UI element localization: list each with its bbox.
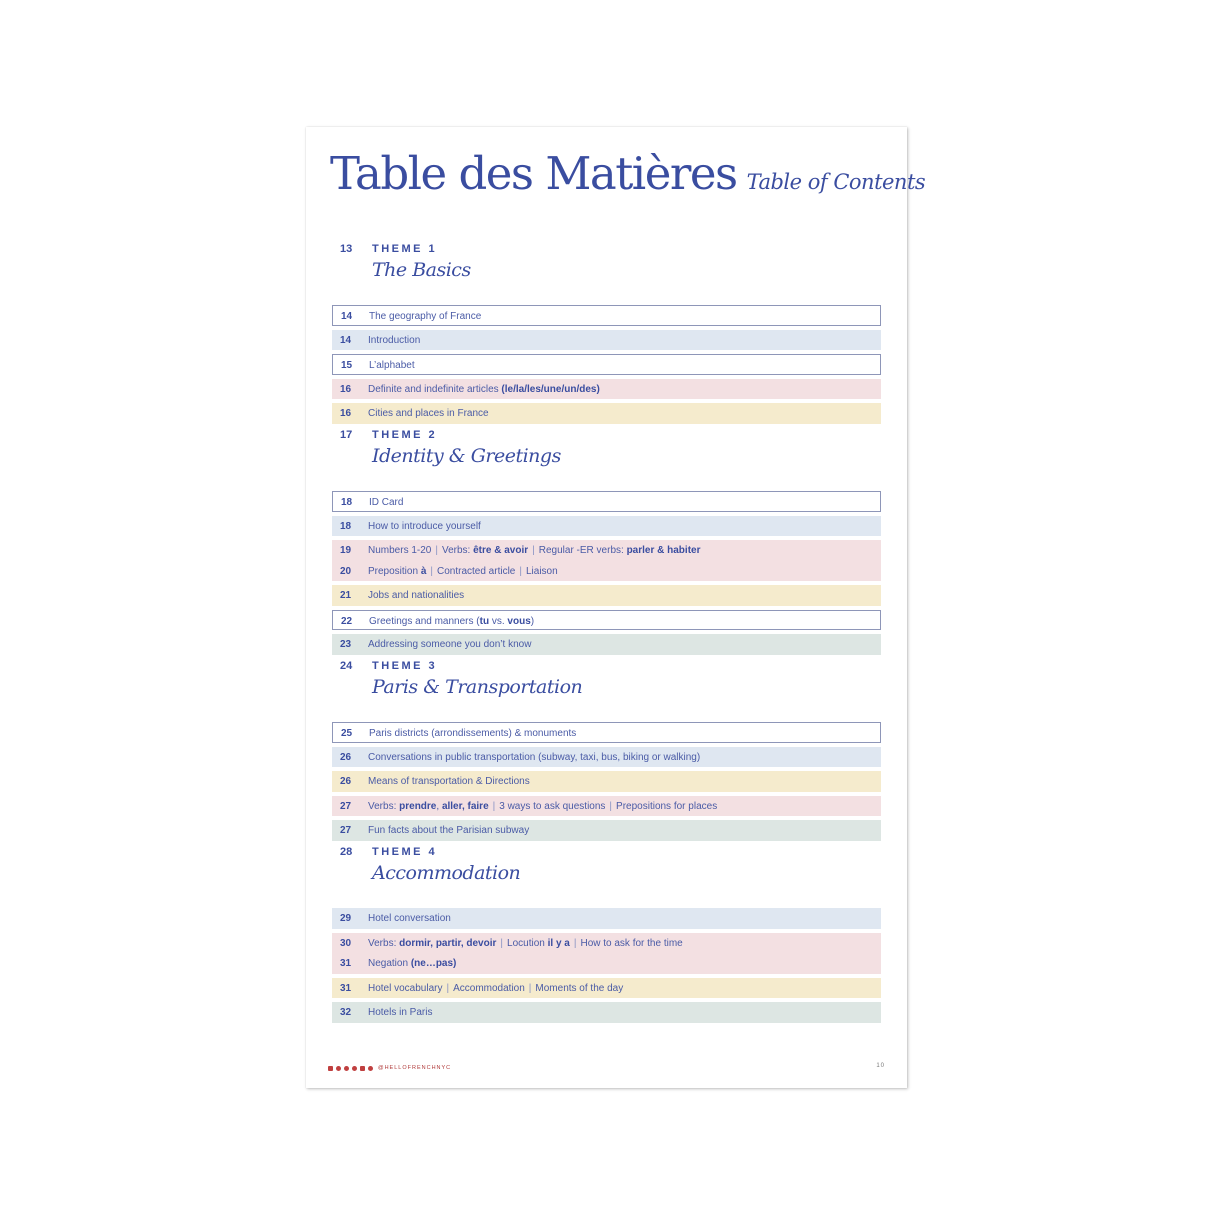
entry-separator: | (532, 545, 535, 556)
entry-page-number: 14 (340, 334, 352, 346)
toc-entry[interactable] (332, 820, 881, 841)
pinterest-icon[interactable] (368, 1066, 373, 1071)
entry-text: Fun facts about the Parisian subway (368, 825, 530, 836)
page-title (330, 147, 925, 200)
entry-separator: | (492, 800, 496, 812)
entry-bold-term: il y a (547, 937, 570, 949)
entry-bold-term: (ne…pas) (410, 958, 457, 969)
entry-title (369, 497, 403, 508)
entry-separator: | (609, 800, 613, 812)
entry-text: Moments of the day (535, 982, 624, 994)
entry-page-number: 26 (340, 776, 352, 787)
entry-page-number: 23 (340, 639, 352, 650)
entry-text: Contracted article (436, 565, 516, 577)
entry-page-number: 19 (340, 545, 352, 556)
theme-label: THEME 1 (372, 243, 438, 255)
theme-title: Accommodation (372, 862, 521, 884)
entry-title (368, 408, 489, 419)
entry-separator: | (519, 565, 522, 577)
entry-text: L’alphabet (369, 360, 415, 371)
entry-text: Means of transportation & Directions (368, 776, 530, 787)
entry-page-number: 21 (340, 590, 352, 601)
entry-bold-term: parler & habiter (626, 545, 701, 556)
entry-page-number: 18 (340, 520, 352, 532)
entry-title (368, 639, 531, 650)
entry-page-number: 31 (340, 958, 352, 969)
toc-entry[interactable] (332, 796, 881, 817)
entry-text: Liaison (525, 565, 558, 577)
entry-text: Prepositions for places (616, 800, 718, 812)
toc-line[interactable] (332, 540, 881, 561)
theme-title: Paris & Transportation (372, 676, 583, 698)
toc-entry[interactable] (332, 722, 881, 743)
entry-title (368, 913, 451, 924)
theme-page-number: 24 (340, 660, 353, 672)
entry-title (368, 752, 700, 763)
entry-page-number: 26 (340, 751, 352, 763)
entry-bold-term: (le/la/les/une/un/des) (501, 383, 600, 395)
entry-page-number: 20 (340, 565, 352, 577)
entry-page-number: 27 (340, 825, 352, 836)
entry-separator: | (446, 982, 450, 994)
toc-entry[interactable] (332, 354, 881, 375)
theme-header (332, 846, 882, 908)
entry-title (368, 801, 717, 812)
toc-line[interactable] (333, 492, 880, 511)
entry-title (368, 958, 456, 969)
entry-text: Locution (507, 937, 548, 949)
toc-line[interactable] (332, 820, 881, 841)
entry-title (368, 825, 529, 836)
entry-text: Numbers 1-20 (368, 545, 432, 556)
entry-title (368, 938, 683, 949)
toc-line[interactable] (332, 561, 881, 582)
entry-page-number: 14 (341, 311, 353, 322)
entry-text: How to introduce yourself (368, 520, 481, 532)
toc-line[interactable] (332, 516, 881, 537)
toc-line[interactable] (333, 355, 880, 374)
toc-line[interactable] (332, 747, 881, 768)
entry-text: Negation (368, 958, 411, 969)
theme-header (332, 243, 882, 305)
entry-text: Cities and places in France (368, 408, 489, 419)
theme-page-number: 17 (340, 429, 353, 441)
toc-entry[interactable] (332, 585, 881, 606)
toc-entry[interactable] (332, 933, 881, 974)
entry-text: vs. (489, 615, 508, 627)
entry-text: Introduction (368, 334, 421, 346)
entry-page-number: 16 (340, 408, 352, 419)
toc-entry[interactable] (332, 330, 881, 351)
theme-page-number: 28 (340, 846, 353, 858)
toc-entry[interactable] (332, 747, 881, 768)
social-handle[interactable]: @HELLOFRENCHNYC (378, 1065, 452, 1071)
page-number: 10 (876, 1063, 885, 1069)
tiktok-icon[interactable] (336, 1066, 341, 1071)
toc-line[interactable] (332, 1002, 881, 1023)
toc-line[interactable] (332, 908, 881, 929)
entry-title (368, 384, 600, 395)
social-footer (328, 1063, 451, 1073)
entry-page-number: 25 (341, 728, 353, 739)
toc-entry[interactable] (332, 540, 881, 581)
entry-text: Paris districts (arrondissements) & monuments (369, 728, 577, 739)
entry-text: Verbs: (368, 800, 400, 812)
theme-title: The Basics (372, 259, 471, 281)
entry-text: Greetings and manners ( (369, 615, 480, 627)
entry-title (368, 521, 481, 532)
toc-entry[interactable] (332, 379, 881, 400)
title-english: Table of Contents (746, 170, 926, 194)
facebook-icon[interactable] (352, 1066, 357, 1071)
entry-text: Hotels in Paris (368, 1007, 433, 1018)
title-french: Table des Matières (330, 147, 737, 200)
entry-text: The geography of France (369, 311, 482, 322)
toc-line[interactable] (332, 379, 881, 400)
toc-line[interactable] (332, 933, 881, 954)
toc-entry[interactable] (332, 978, 881, 999)
theme-section (332, 846, 882, 1027)
toc-line[interactable] (332, 978, 881, 999)
toc-entry[interactable] (332, 403, 881, 424)
entry-bold-term: à (420, 565, 427, 577)
entry-text: Jobs and nationalities (368, 590, 465, 601)
entry-bold-term: tu (479, 615, 490, 627)
entry-separator: | (528, 982, 532, 994)
toc-entry[interactable] (332, 491, 881, 512)
entry-text: Hotel vocabulary (368, 982, 443, 994)
entry-page-number: 29 (340, 913, 352, 924)
entry-title (369, 728, 576, 739)
entry-text: Hotel conversation (368, 913, 451, 924)
entry-text: Regular -ER verbs: (538, 545, 627, 556)
toc-line[interactable] (332, 796, 881, 817)
entry-page-number: 32 (340, 1007, 352, 1018)
theme-header (332, 660, 882, 722)
toc-line[interactable] (333, 306, 880, 325)
entry-title (368, 1007, 432, 1018)
toc-line[interactable] (332, 330, 881, 351)
theme-title: Identity & Greetings (372, 445, 561, 467)
toc-line[interactable] (333, 611, 880, 630)
theme-header (332, 429, 882, 491)
threads-icon[interactable] (344, 1066, 349, 1071)
theme-label: THEME 4 (372, 846, 438, 858)
entry-title (368, 776, 530, 787)
entry-separator: | (435, 545, 438, 556)
toc-entry[interactable] (332, 516, 881, 537)
toc-line[interactable] (333, 723, 880, 742)
entry-page-number: 16 (340, 383, 352, 395)
entry-text: Addressing someone you don’t know (368, 639, 532, 650)
toc-entry[interactable] (332, 634, 881, 655)
theme-section (332, 243, 882, 428)
entry-bold-term: aller, faire (441, 800, 489, 812)
entry-text: Verbs: (368, 937, 400, 949)
entry-text: 3 ways to ask questions (499, 800, 606, 812)
entry-text: Accommodation (453, 982, 525, 994)
entry-title (368, 566, 558, 577)
toc-entry[interactable] (332, 610, 881, 631)
toc-entry[interactable] (332, 1002, 881, 1023)
entry-separator: | (500, 937, 504, 949)
entry-page-number: 22 (341, 615, 353, 627)
entry-page-number: 31 (340, 982, 352, 994)
toc-entry[interactable] (332, 908, 881, 929)
entry-text: ID Card (369, 497, 404, 508)
toc-line[interactable] (332, 953, 881, 974)
entry-text: Definite and indefinite articles (368, 383, 502, 395)
entry-page-number: 27 (340, 800, 352, 812)
toc-entry[interactable] (332, 771, 881, 792)
entry-separator: | (430, 565, 433, 577)
entry-title (368, 983, 623, 994)
theme-section (332, 429, 882, 659)
instagram-icon[interactable] (328, 1066, 333, 1071)
entry-title (369, 360, 415, 371)
entry-text: , (436, 800, 442, 812)
entry-title (368, 590, 464, 601)
theme-section (332, 660, 882, 845)
entry-text: How to ask for the time (580, 937, 683, 949)
entry-title (368, 335, 420, 346)
theme-page-number: 13 (340, 243, 353, 255)
entry-title (369, 616, 534, 627)
entry-bold-term: vous (507, 615, 531, 627)
theme-label: THEME 2 (372, 429, 438, 441)
entry-text: ) (530, 615, 535, 627)
entry-title (369, 311, 481, 322)
entry-text: Conversations in public transportation (subway, taxi, bus, biking or walking) (368, 751, 701, 763)
toc-line[interactable] (332, 403, 881, 424)
entry-bold-term: dormir, partir, devoir (399, 937, 497, 949)
toc-line[interactable] (332, 771, 881, 792)
document-page (306, 127, 926, 1088)
entry-text: Verbs: (441, 545, 474, 556)
toc-line[interactable] (332, 634, 881, 655)
toc-entry[interactable] (332, 305, 881, 326)
entry-text: Preposition (368, 565, 421, 577)
x-icon[interactable] (360, 1066, 365, 1071)
theme-label: THEME 3 (372, 660, 438, 672)
entry-title (368, 545, 700, 556)
entry-bold-term: être & avoir (473, 545, 529, 556)
entry-page-number: 18 (341, 497, 353, 508)
entry-page-number: 15 (341, 360, 353, 371)
entry-bold-term: prendre (399, 800, 437, 812)
entry-page-number: 30 (340, 937, 352, 949)
entry-separator: | (573, 937, 577, 949)
toc-line[interactable] (332, 585, 881, 606)
